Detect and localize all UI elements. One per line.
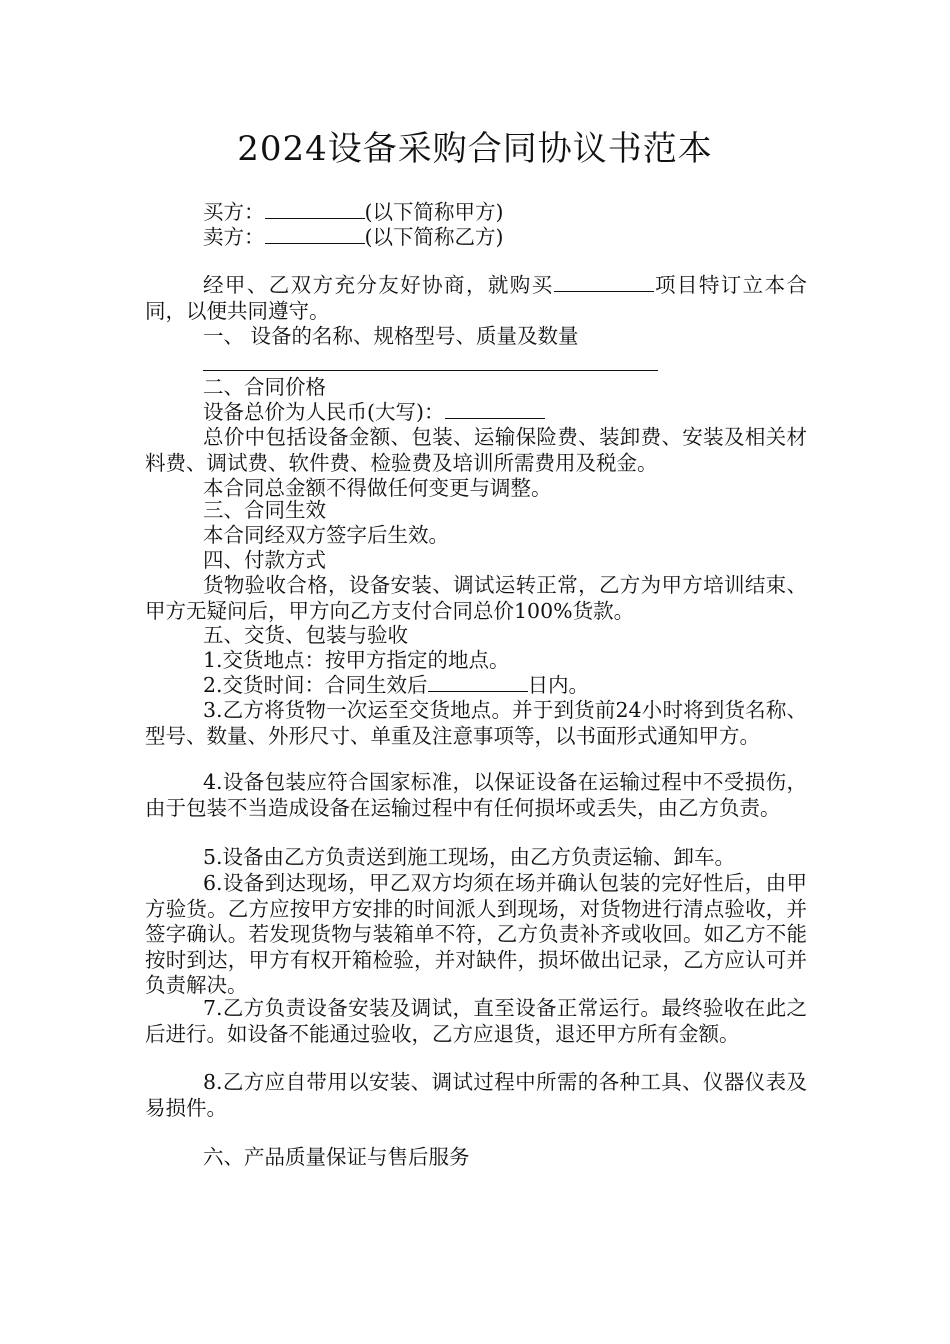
delivery-item-2 (203, 673, 807, 699)
price-blank (445, 400, 545, 419)
delivery-item-4: 4.设备包装应符合国家标准，以保证设备在运输过程中不受损伤，由于包装不当造成设备在运输过程中有任何损坏或丢失，由乙方负责。 (145, 770, 807, 820)
seller-suffix: (以下简称乙方) (364, 225, 504, 249)
buyer-label: 买方： (203, 200, 265, 224)
section-4-heading: 四、付款方式 (203, 548, 326, 572)
delivery-item-5: 5.设备由乙方负责送到施工现场，由乙方负责运输、卸车。 (203, 845, 736, 869)
section-5-heading: 五、交货、包装与验收 (203, 623, 408, 647)
delivery-item-2-text-a: 2.交货时间：合同生效后 (203, 673, 428, 697)
buyer-blank (265, 200, 365, 219)
document-title: 2024设备采购合同协议书范本 (237, 129, 713, 169)
delivery-item-3: 3.乙方将货物一次运至交货地点。并于到货前24小时将到货名称、型号、数量、外形尺寸、单重及注意事项等，以书面形式通知甲方。 (145, 698, 807, 748)
equipment-blank-line (203, 370, 658, 371)
delivery-item-8: 8.乙方应自带用以安装、调试过程中所需的各种工具、仪器仪表及易损件。 (145, 1070, 807, 1120)
price-fixed-note: 本合同总金额不得做任何变更与调整。 (203, 476, 552, 500)
effect-text: 本合同经双方签字后生效。 (203, 523, 449, 547)
intro-text-a: 经甲、乙双方充分友好协商，就购买 (203, 273, 554, 297)
section-3-heading: 三、合同生效 (203, 498, 326, 522)
payment-text: 货物验收合格，设备安装、调试运转正常，乙方为甲方培训结束、甲方无疑问后，甲方向乙方支付合同总价100%货款。 (145, 573, 807, 623)
buyer-suffix: (以下简称甲方) (364, 200, 504, 224)
delivery-item-1: 1.交货地点：按甲方指定的地点。 (203, 648, 510, 672)
intro-paragraph (145, 273, 807, 324)
price-line (203, 400, 807, 426)
seller-label: 卖方： (203, 225, 265, 249)
section-6-heading: 六、产品质量保证与售后服务 (203, 1145, 470, 1169)
delivery-item-7: 7.乙方负责设备安装及调试，直至设备正常运行。最终验收在此之后进行。如设备不能通过验收，乙方应退货，退还甲方所有金额。 (145, 996, 807, 1046)
delivery-item-2-text-b: 日内。 (527, 673, 590, 697)
delivery-item-6: 6.设备到达现场，甲乙双方均须在场并确认包装的完好性后，由甲方验货。乙方应按甲方安排的时间派人到现场，对货物进行清点验收，并签字确认。若发现货物与装箱单不符，乙方负责补齐或收回。如乙方不能按时到达，甲方有权开箱检验，并对缺件，损坏做出记录，乙方应认可并负责解决。 (145, 871, 807, 997)
project-blank (554, 273, 654, 292)
buyer-line (203, 200, 807, 226)
seller-line (203, 225, 807, 251)
price-label: 设备总价为人民币(大写)： (203, 400, 445, 424)
section-1-heading: 一、 设备的名称、规格型号、质量及数量 (203, 324, 579, 348)
delivery-days-blank (428, 673, 528, 692)
price-description: 总价中包括设备金额、包装、运输保险费、装卸费、安装及相关材料费、调试费、软件费、检验费及培训所需费用及税金。 (145, 425, 807, 475)
seller-blank (265, 225, 365, 244)
intro-text-b: 项目特订立本合同，以便共同遵守。 (145, 273, 808, 323)
section-2-heading: 二、合同价格 (203, 375, 326, 399)
